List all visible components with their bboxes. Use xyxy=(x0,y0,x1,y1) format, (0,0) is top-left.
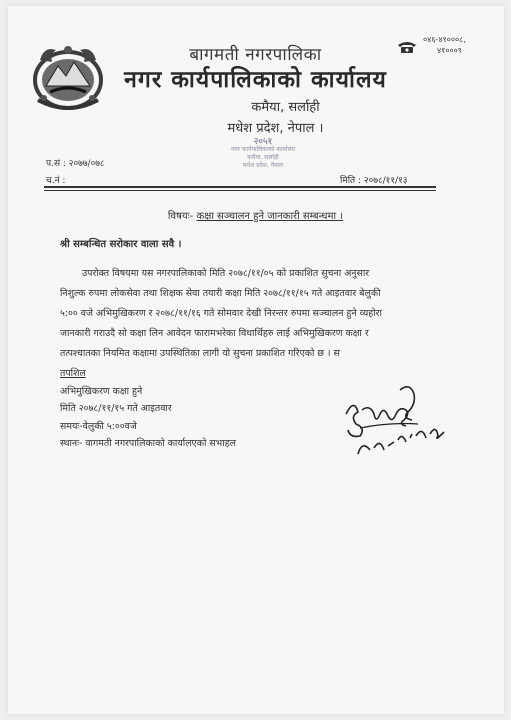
details-line: मिति २०७८/११/१५ गते आइतवार xyxy=(60,403,172,414)
stamp-place: कमैया, सर्लाही xyxy=(247,154,279,161)
body-line: तत्पश्चातका नियमित कक्षामा उपस्थितिका लागी यो सुचना प्रकाशित गरिएको छ । स xyxy=(60,348,340,359)
stamp-province: मधेश प्रदेश, नेपाल xyxy=(242,162,284,169)
details-line: समयः-वेलुकी ५:००वजे xyxy=(60,420,137,432)
office-stamp xyxy=(228,138,298,188)
header-divider xyxy=(44,186,436,188)
body-line: उपरोक्त विषयमा यस नगरपालिकाको मिति २०७८/११/०५ को प्रकाशित सुचना अनुसार xyxy=(82,268,370,279)
address-line-1: कमैया, सर्लाही xyxy=(251,100,320,115)
address-line-2: मधेश प्रदेश, नेपाल । xyxy=(227,121,324,136)
body-line: जानकारी गराउदै सो कक्षा लिन आवेदन फारामभरेका विधार्थिहरु लाई अभिमुखिकरण कक्षा र xyxy=(60,328,369,339)
handwritten-signature xyxy=(340,384,450,464)
letter-body xyxy=(60,264,444,364)
municipality-name: बागमती नगरपालिका xyxy=(189,45,322,65)
subject-prefix: विषयः- xyxy=(167,211,194,222)
header-divider-thin xyxy=(44,190,436,191)
details-section xyxy=(60,365,236,453)
dispatch-number: च.नं : xyxy=(46,176,66,186)
stamp-office: नगर कार्यपालिकाको कार्यालय xyxy=(230,146,296,153)
subject-text: कक्षा सञ्चालन हुने जानकारी सम्बन्धमा । xyxy=(196,211,344,222)
stamp-year: २०५१ xyxy=(253,137,273,147)
office-title: नगर कार्यपालिकाको कार्यालय xyxy=(124,67,387,93)
body-line: ५:०० वजे अभिमुखिकरण र २०७८/११/१६ गते सोमवार देखी निरन्तर रुपमा सञ्चालन हुने व्यहोरा xyxy=(60,308,382,319)
details-line: अभिमुखिकरण कक्षा हुने xyxy=(60,385,143,397)
letter-number: प.सं : २०७७/०७८ xyxy=(46,159,105,169)
subject-line xyxy=(0,208,511,222)
phone-line: ०४६-४१०००८, xyxy=(423,35,466,44)
salutation: श्री सम्बन्धित सरोकार वाला सवै । xyxy=(60,239,182,250)
letter-date: मिति : २०७८/११/१३ xyxy=(340,176,408,186)
details-line: स्थानः- वागमती नगरपालिकाको कार्यालएको सभाहल xyxy=(60,438,237,449)
details-heading: तपशिल xyxy=(60,368,86,379)
body-line: निशुल्क रुपमा लोकसेवा तथा शिक्षक सेवा तयारी कक्षा मिति २०७८/११/१५ गते आइतवार बेलुकी xyxy=(60,288,381,299)
phone-line: ४१०००९ xyxy=(437,46,462,55)
